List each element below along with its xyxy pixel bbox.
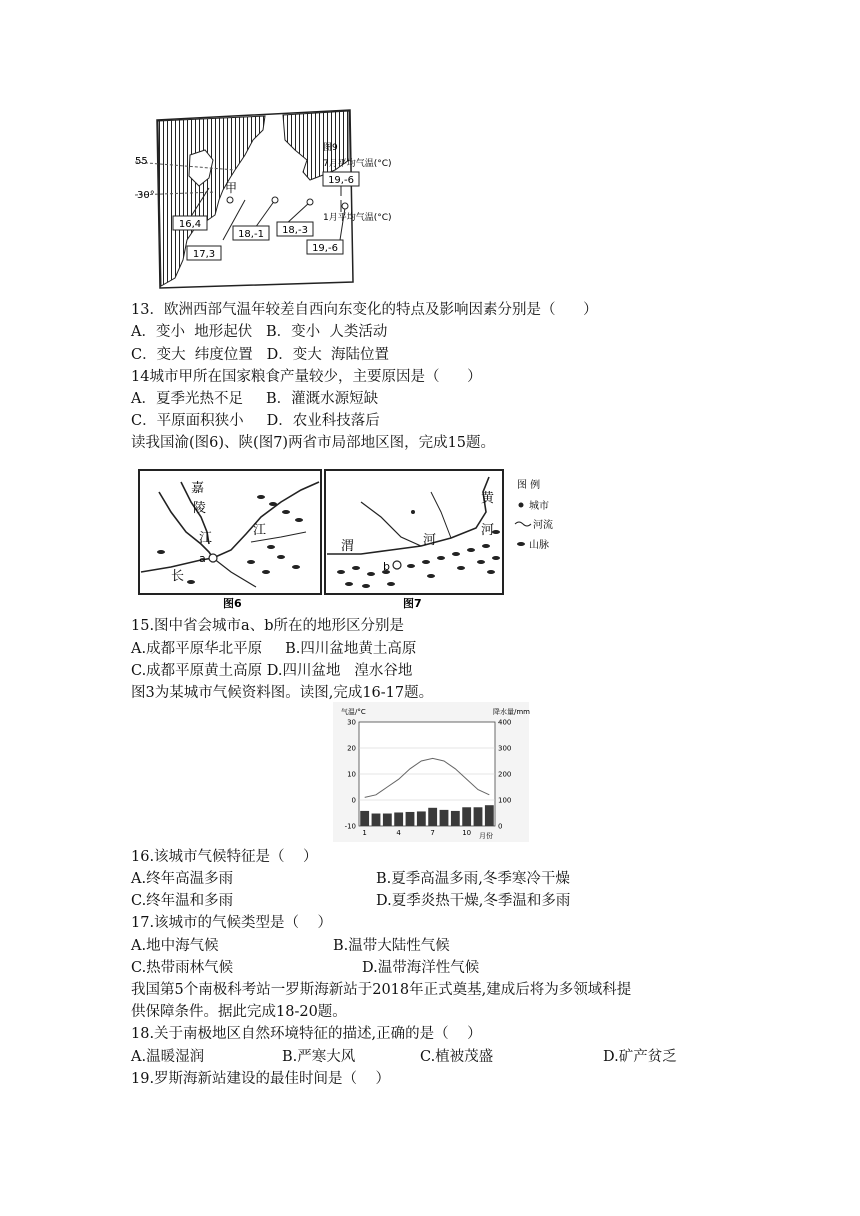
y-tick-right: 0 bbox=[498, 822, 503, 831]
precipitation-bar bbox=[485, 805, 494, 826]
label-he-2: 河 bbox=[423, 533, 437, 548]
intro-q16: 图3为某城市气候资料图。读图,完成16-17题。 bbox=[131, 685, 434, 701]
q16-option-d: D.夏季炎热干燥,冬季温和多雨 bbox=[376, 893, 571, 909]
precipitation-bar bbox=[372, 814, 381, 826]
label-huang: 黄 bbox=[481, 491, 495, 506]
map-box-4: 18,-3 bbox=[282, 225, 308, 236]
y-tick-right: 200 bbox=[498, 770, 512, 779]
y-tick-left: -10 bbox=[344, 822, 356, 831]
europe-map bbox=[135, 100, 392, 290]
x-tick: 10 bbox=[462, 829, 472, 837]
label-city-a: a bbox=[199, 552, 206, 565]
label-jia-ling-1: 嘉 bbox=[191, 481, 205, 496]
precipitation-bar bbox=[428, 808, 437, 826]
q13-stem: 13．欧洲西部气温年较差自西向东变化的特点及影响因素分别是（ ） bbox=[131, 302, 598, 318]
y-tick-left: 10 bbox=[347, 770, 356, 779]
y-tick-left: 0 bbox=[351, 796, 356, 805]
map-fig-label: 图9 bbox=[323, 143, 338, 153]
q15-options-cd: C.成都平原黄土高原 D.四川盆地 湟水谷地 bbox=[131, 663, 413, 679]
y-tick-left: 20 bbox=[347, 744, 356, 753]
precipitation-bar bbox=[394, 812, 403, 826]
intro-q15: 读我国渝(图6)、陕(图7)两省市局部地区图，完成15题。 bbox=[131, 435, 496, 451]
precipitation-bar bbox=[417, 811, 426, 826]
q14-options-cd: C．平原面积狭小 D．农业科技落后 bbox=[131, 413, 380, 429]
climate-xlabel-unit: 月份 bbox=[479, 832, 493, 840]
city-label-jia: 甲 bbox=[225, 181, 238, 195]
q15-stem: 15.图中省会城市a、b所在的地形区分别是 bbox=[131, 618, 404, 634]
map-box-3: 18,-1 bbox=[238, 229, 264, 240]
legend-river: 河流 bbox=[533, 520, 553, 531]
q18-option-b: B.严寒大风 bbox=[282, 1049, 356, 1065]
q16-stem: 16.该城市气候特征是（ ） bbox=[131, 849, 318, 865]
climate-chart-svg bbox=[333, 702, 529, 842]
lat-label-30: 30° bbox=[137, 190, 155, 201]
q18-stem: 18.关于南极地区自然环境特征的描述,正确的是（ ） bbox=[131, 1026, 482, 1042]
x-tick: 1 bbox=[362, 829, 367, 837]
label-chang: 长 bbox=[171, 569, 185, 584]
map-box-1: 16,4 bbox=[178, 219, 202, 230]
q14-stem: 14城市甲所在国家粮食产量较少，主要原因是（ ） bbox=[131, 369, 482, 385]
europe-map-figure bbox=[135, 100, 392, 290]
precipitation-bar bbox=[474, 807, 483, 826]
q16-option-b: B.夏季高温多雨,冬季寒冷干燥 bbox=[376, 871, 570, 887]
q13-options-ab: A．变小 地形起伏 B．变小 人类活动 bbox=[131, 324, 388, 340]
label-city-b: b bbox=[383, 560, 390, 573]
q18-option-d: D.矿产贫乏 bbox=[603, 1049, 677, 1065]
precipitation-bar bbox=[451, 811, 460, 826]
q13-options-cd: C．变大 纬度位置 D．变大 海陆位置 bbox=[131, 347, 389, 363]
climate-ylabel-left: 气温/°C bbox=[341, 708, 366, 716]
x-tick: 7 bbox=[430, 829, 435, 837]
q15-options-ab: A.成都平原华北平原 B.四川盆地黄土高原 bbox=[131, 641, 417, 657]
fig7-caption: 图7 bbox=[403, 597, 422, 610]
q17-option-d: D.温带海洋性气候 bbox=[362, 960, 480, 976]
climate-chart bbox=[333, 702, 529, 842]
maps-6-7-figure bbox=[131, 462, 566, 610]
y-tick-right: 400 bbox=[498, 718, 512, 727]
q16-option-c: C.终年温和多雨 bbox=[131, 893, 234, 909]
precipitation-bar bbox=[360, 811, 369, 826]
legend-city: 城市 bbox=[529, 501, 549, 512]
label-jiang-2: 江 bbox=[253, 523, 267, 538]
legend-mountain: 山脉 bbox=[529, 540, 549, 551]
intro-q18-line2: 供保障条件。据此完成18-20题。 bbox=[131, 1004, 347, 1020]
q14-options-ab: A．夏季光热不足 B．灌溉水源短缺 bbox=[131, 391, 379, 407]
q18-option-a: A.温暖湿润 bbox=[131, 1049, 205, 1065]
q19-stem: 19.罗斯海新站建设的最佳时间是（ ） bbox=[131, 1071, 390, 1087]
q17-option-c: C.热带雨林气候 bbox=[131, 960, 234, 976]
legend-jan: 1月平均气温(°C) bbox=[323, 213, 392, 223]
precipitation-bar bbox=[440, 810, 449, 826]
intro-q18-line1: 我国第5个南极科考站一罗斯海新站于2018年正式奠基,建成后将为多领域科提 bbox=[131, 982, 632, 998]
y-tick-right: 300 bbox=[498, 744, 512, 753]
q16-option-a: A.终年高温多雨 bbox=[131, 871, 234, 887]
label-wei: 渭 bbox=[341, 539, 355, 554]
climate-ylabel-right: 降水量/mm bbox=[493, 708, 530, 716]
x-tick: 4 bbox=[396, 829, 401, 837]
legend-title: 图 例 bbox=[517, 480, 541, 491]
y-tick-left: 30 bbox=[347, 718, 356, 727]
lat-label-55: 55 bbox=[135, 156, 148, 167]
maps-6-7 bbox=[131, 462, 566, 610]
q18-option-c: C.植被茂盛 bbox=[420, 1049, 494, 1065]
map-box-2: 17,3 bbox=[192, 249, 216, 260]
q17-option-a: A.地中海气候 bbox=[131, 938, 219, 954]
label-jiang-1: 江 bbox=[199, 531, 213, 546]
precipitation-bar bbox=[462, 807, 471, 826]
legend-july: 7月平均气温(°C) bbox=[323, 159, 392, 169]
q17-option-b: B.温带大陆性气候 bbox=[333, 938, 450, 954]
precipitation-bar bbox=[383, 814, 392, 826]
q17-stem: 17.该城市的气候类型是（ ） bbox=[131, 915, 332, 931]
label-he-1: 河 bbox=[481, 523, 495, 538]
y-tick-right: 100 bbox=[498, 796, 512, 805]
label-jia-ling-2: 陵 bbox=[193, 501, 207, 516]
legend-sample-box: 19,-6 bbox=[328, 175, 354, 186]
map-box-5: 19,-6 bbox=[312, 243, 338, 254]
fig6-caption: 图6 bbox=[223, 597, 242, 610]
precipitation-bar bbox=[406, 812, 415, 826]
